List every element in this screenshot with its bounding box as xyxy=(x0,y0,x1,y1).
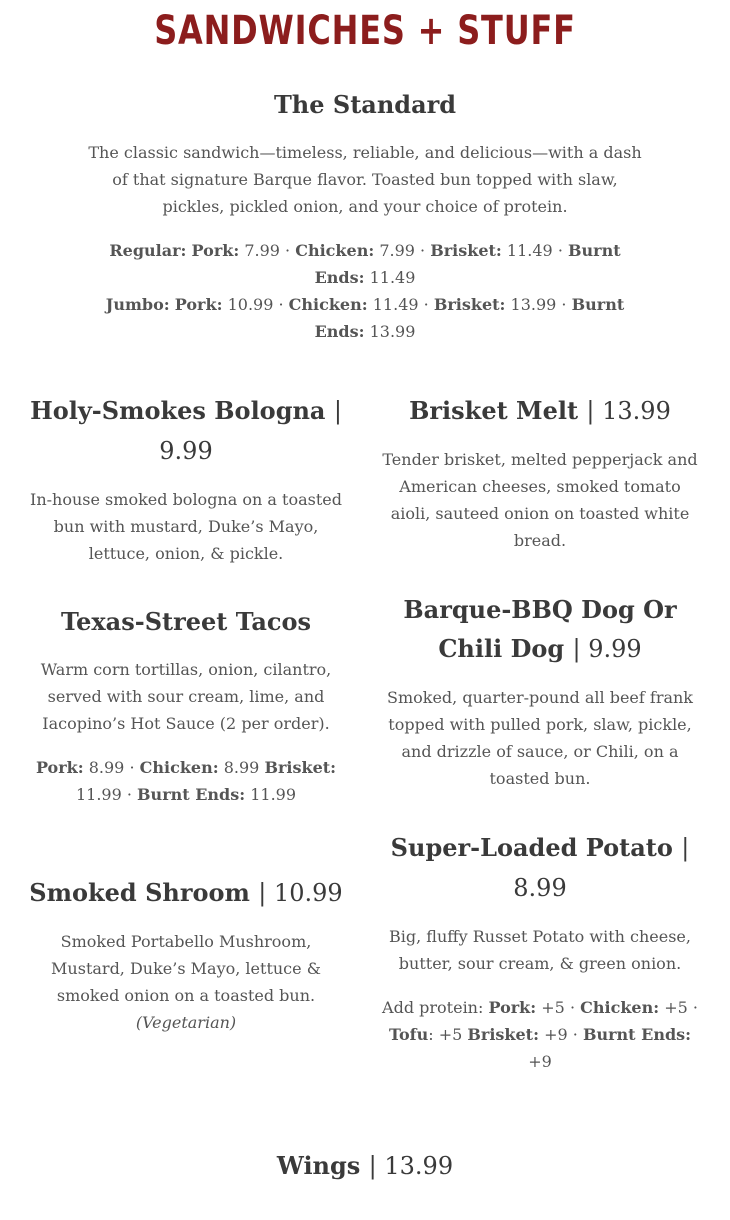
item-description: The classic sandwich—timeless, reliable, and delicious—with a dash of that signature Barque flavor. Toasted bun topped with slaw, pickles, pickled onion, and your choice of protein. xyxy=(88,143,642,216)
item-holy-smokes-bologna xyxy=(28,391,344,567)
item-name: Barque-BBQ Dog Or Chili Dog | 9.99 xyxy=(403,595,677,663)
menu-title: SANDWICHES + STUFF xyxy=(154,8,576,54)
item-description: Smoked, quarter-pound all beef frank topped with pulled pork, slaw, pickle, and drizzle of sauce, or Chili, on a toasted bun. xyxy=(387,688,693,788)
vegetarian-note: (Vegetarian) xyxy=(135,1013,237,1032)
item-name: Smoked Shroom | 10.99 xyxy=(29,878,343,907)
addon-line: Add protein: Pork: +5 · Chicken: +5 · Tofu: +5 Brisket: +9 · Burnt Ends: +9 xyxy=(382,998,698,1071)
item-super-loaded-potato xyxy=(376,828,704,1075)
item-wings xyxy=(85,1146,645,1186)
price-line-jumbo: Jumbo: Pork: 10.99 · Chicken: 11.49 · Brisket: 13.99 · Burnt Ends: 13.99 xyxy=(105,295,625,341)
size-label: Regular: xyxy=(109,241,187,260)
item-smoked-shroom xyxy=(28,873,344,1036)
item-description: Tender brisket, melted pepperjack and American cheeses, smoked tomato aioli, sauteed onion on toasted white bread. xyxy=(382,450,698,550)
item-name: Holy-Smokes Bologna | 9.99 xyxy=(30,396,342,465)
item-name: Super-Loaded Potato | 8.99 xyxy=(390,833,690,902)
item-texas-street-tacos xyxy=(28,602,344,808)
item-name: The Standard xyxy=(273,90,457,119)
item-description: Big, fluffy Russet Potato with cheese, butter, sour cream, & green onion. xyxy=(389,927,691,973)
item-description: In-house smoked bologna on a toasted bun with mustard, Duke’s Mayo, lettuce, onion, & pickle. xyxy=(30,490,342,563)
size-label: Jumbo: xyxy=(105,295,170,314)
price-line: Pork: 8.99 · Chicken: 8.99 Brisket: 11.99 · Burnt Ends: 11.99 xyxy=(35,758,337,804)
item-the-standard xyxy=(85,85,645,345)
item-name: Brisket Melt | 13.99 xyxy=(409,396,671,425)
item-name: Texas-Street Tacos xyxy=(61,607,311,636)
price-line-regular: Regular: Pork: 7.99 · Chicken: 7.99 · Brisket: 11.49 · Burnt Ends: 11.49 xyxy=(109,241,621,287)
item-description: Warm corn tortillas, onion, cilantro, served with sour cream, lime, and Iacopino’s Hot Sauce (2 per order). xyxy=(40,660,332,733)
item-brisket-melt xyxy=(382,391,698,554)
item-barque-bbq-dog xyxy=(376,590,704,792)
item-description: Smoked Portabello Mushroom, Mustard, Duke’s Mayo, lettuce & smoked onion on a toasted bun. (Vegetarian) xyxy=(51,932,321,1032)
item-name: Wings | 13.99 xyxy=(276,1151,454,1180)
